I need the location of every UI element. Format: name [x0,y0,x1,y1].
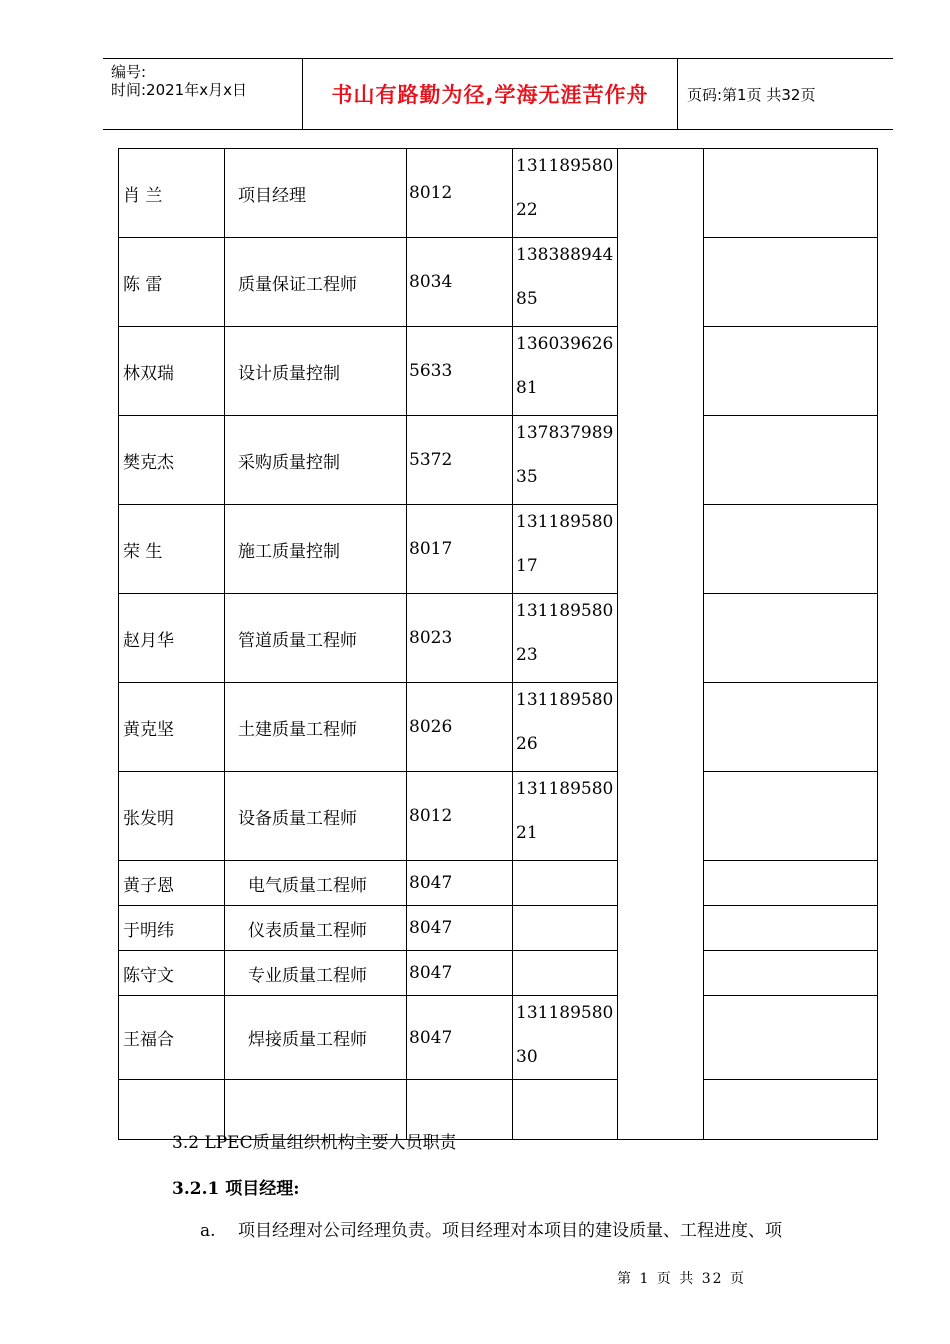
phone-value: 13118958023 [516,601,614,665]
time-line: 时间:2021年x月x日 [111,81,247,99]
cell-blank [704,996,878,1080]
cell-extension: 8034 [407,238,513,327]
table-row [119,238,878,327]
cell-extension: 8023 [407,594,513,683]
header-page-info: 页码:第1页 共32页 [687,85,816,104]
cell-name: 于明纬 [119,906,225,951]
cell-extension: 5633 [407,327,513,416]
cell-blank [704,861,878,906]
cell-blank [704,505,878,594]
cell-role: 质量保证工程师 [225,238,407,327]
cell-extension: 8012 [407,772,513,861]
cell-extension: 8012 [407,149,513,238]
phone-value: 13118958017 [516,512,614,576]
phone-value: 13838894485 [516,245,614,309]
paragraph-marker: a. [200,1221,216,1241]
cell-phone [513,772,618,861]
staff-table-body [119,149,878,1140]
cell-extension: 8017 [407,505,513,594]
cell-role: 焊接质量工程师 [225,996,407,1080]
cell-role: 设备质量工程师 [225,772,407,861]
cell-extension: 5372 [407,416,513,505]
cell-blank [704,327,878,416]
cell-blank [704,594,878,683]
cell-name: 赵月华 [119,594,225,683]
table-row [119,327,878,416]
cell-blank [704,772,878,861]
cell-blank [704,416,878,505]
cell-role: 施工质量控制 [225,505,407,594]
cell-phone [513,951,618,996]
cell-extension: 8047 [407,861,513,906]
table-row [119,772,878,861]
table-row [119,906,878,951]
cell-role: 仪表质量工程师 [225,906,407,951]
table-row [119,416,878,505]
cell-name: 林双瑞 [119,327,225,416]
cell-extension: 8047 [407,996,513,1080]
cell-name: 荣 生 [119,505,225,594]
cell-name: 张发明 [119,772,225,861]
cell-role: 专业质量工程师 [225,951,407,996]
cell-phone [513,683,618,772]
table-row [119,149,878,238]
cell-role: 电气质量工程师 [225,861,407,906]
phone-value: 13118958022 [516,156,614,220]
cell-name: 黄子恩 [119,861,225,906]
cell-phone [513,416,618,505]
serial-label: 编号: [111,63,147,81]
cell-phone [513,996,618,1080]
cell-extension: 8047 [407,951,513,996]
cell-name: 黄克坚 [119,683,225,772]
table-row [119,505,878,594]
table-row [119,594,878,683]
cell-name: 王福合 [119,996,225,1080]
cell-blank [704,149,878,238]
phone-value: 13118958030 [516,1003,614,1067]
cell-phone [513,149,618,238]
table-row [119,861,878,906]
phone-value: 13783798935 [516,423,614,487]
cell-name: 肖 兰 [119,149,225,238]
cell-blank [704,238,878,327]
cell-phone [513,505,618,594]
cell-phone [513,594,618,683]
table-row [119,951,878,996]
cell-phone [513,238,618,327]
cell-role: 采购质量控制 [225,416,407,505]
cell-phone [513,861,618,906]
cell-phone [513,906,618,951]
page-footer: 第 1 页 共 32 页 [617,1271,746,1287]
cell-empty [513,1080,618,1140]
phone-value: 13603962681 [516,334,614,398]
header-motto: 书山有路勤为径,学海无涯苦作舟 [303,59,678,129]
phone-value: 13118958021 [516,779,614,843]
cell-role: 土建质量工程师 [225,683,407,772]
cell-merged-blank [618,149,704,1140]
paragraph [200,1216,782,1241]
page-header [103,58,893,130]
section-title: 3.2 LPEC质量组织机构主要人员职责 [172,1133,457,1153]
cell-blank [704,906,878,951]
cell-extension: 8026 [407,683,513,772]
cell-phone [513,327,618,416]
staff-table [118,148,878,1140]
cell-role: 管道质量工程师 [225,594,407,683]
cell-role: 设计质量控制 [225,327,407,416]
cell-name: 陈守文 [119,951,225,996]
cell-name: 陈 雷 [119,238,225,327]
cell-blank [704,683,878,772]
cell-blank [704,951,878,996]
table-row [119,683,878,772]
cell-role: 项目经理 [225,149,407,238]
phone-value: 13118958026 [516,690,614,754]
cell-empty [704,1080,878,1140]
cell-name: 樊克杰 [119,416,225,505]
cell-extension: 8047 [407,906,513,951]
paragraph-text: 项目经理对公司经理负责。项目经理对本项目的建设质量、工程进度、项 [238,1221,782,1241]
table-row [119,996,878,1080]
subsection-title: 3.2.1 项目经理: [172,1179,300,1199]
header-meta [103,59,303,129]
